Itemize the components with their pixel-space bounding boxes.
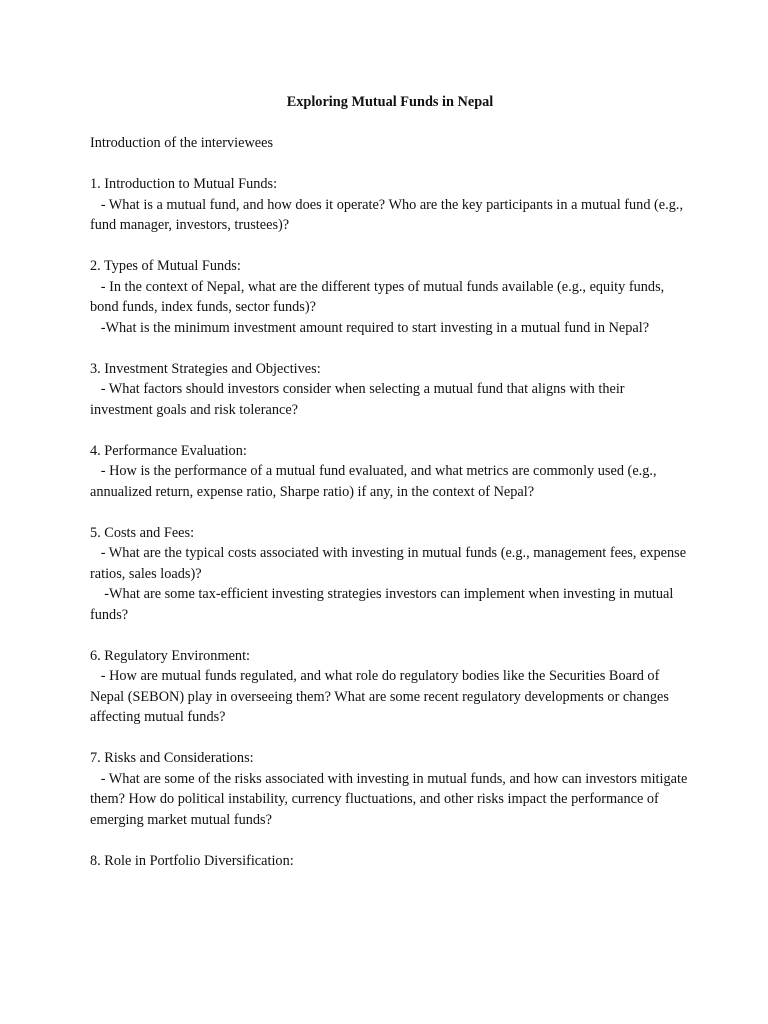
- question-item: -What are some tax-efficient investing strategies investors can implement when investing in mutual funds?: [90, 586, 677, 623]
- question-item: - What are the typical costs associated with investing in mutual funds (e.g., management fees, expense ratios, sales loads)?: [90, 545, 690, 582]
- section-heading: 5. Costs and Fees:: [90, 524, 195, 541]
- section-heading: 3. Investment Strategies and Objectives:: [90, 360, 321, 377]
- document-page: [90, 92, 690, 892]
- document-title: Exploring Mutual Funds in Nepal: [286, 94, 494, 110]
- section-5: [90, 523, 690, 626]
- question-item: - How are mutual funds regulated, and what role do regulatory bodies like the Securities Board of Nepal (SEBON) play in overseeing them? What are some recent regulatory developments or changes affecting mutual funds?: [90, 668, 673, 725]
- intro-line: Introduction of the interviewees: [90, 135, 274, 151]
- question-item: - What is a mutual fund, and how does it operate? Who are the key participants in a mutual fund (e.g., fund manager, investors, trustees)?: [90, 196, 687, 233]
- section-heading: 4. Performance Evaluation:: [90, 442, 247, 459]
- section-3: [90, 359, 690, 421]
- section-heading: 8. Role in Portfolio Diversification:: [90, 852, 294, 869]
- section-1: [90, 174, 690, 236]
- question-item: - How is the performance of a mutual fund evaluated, and what metrics are commonly used (e.g., annualized return, expense ratio, Sharpe ratio) if any, in the context of Nepal?: [90, 463, 661, 500]
- question-item: - What are some of the risks associated with investing in mutual funds, and how can investors mitigate them? How do political instability, currency fluctuations, and other risks impact the performance of emerging market mutual funds?: [90, 770, 691, 828]
- section-7: [90, 748, 690, 830]
- section-heading: 6. Regulatory Environment:: [90, 647, 251, 664]
- section-6: [90, 646, 690, 728]
- section-heading: 7. Risks and Considerations:: [90, 750, 254, 766]
- section-2: [90, 256, 690, 338]
- section-8: [90, 851, 690, 872]
- section-4: [90, 441, 690, 503]
- section-heading: 1. Introduction to Mutual Funds:: [90, 176, 278, 192]
- section-heading: 2. Types of Mutual Funds:: [90, 258, 241, 274]
- question-item: -What is the minimum investment amount required to start investing in a mutual fund in Nepal?: [90, 319, 650, 336]
- question-item: - What factors should investors consider when selecting a mutual fund that aligns with their investment goals and risk tolerance?: [90, 381, 629, 418]
- question-item: - In the context of Nepal, what are the different types of mutual funds available (e.g., equity funds, bond funds, index funds, sector funds)?: [90, 278, 668, 315]
